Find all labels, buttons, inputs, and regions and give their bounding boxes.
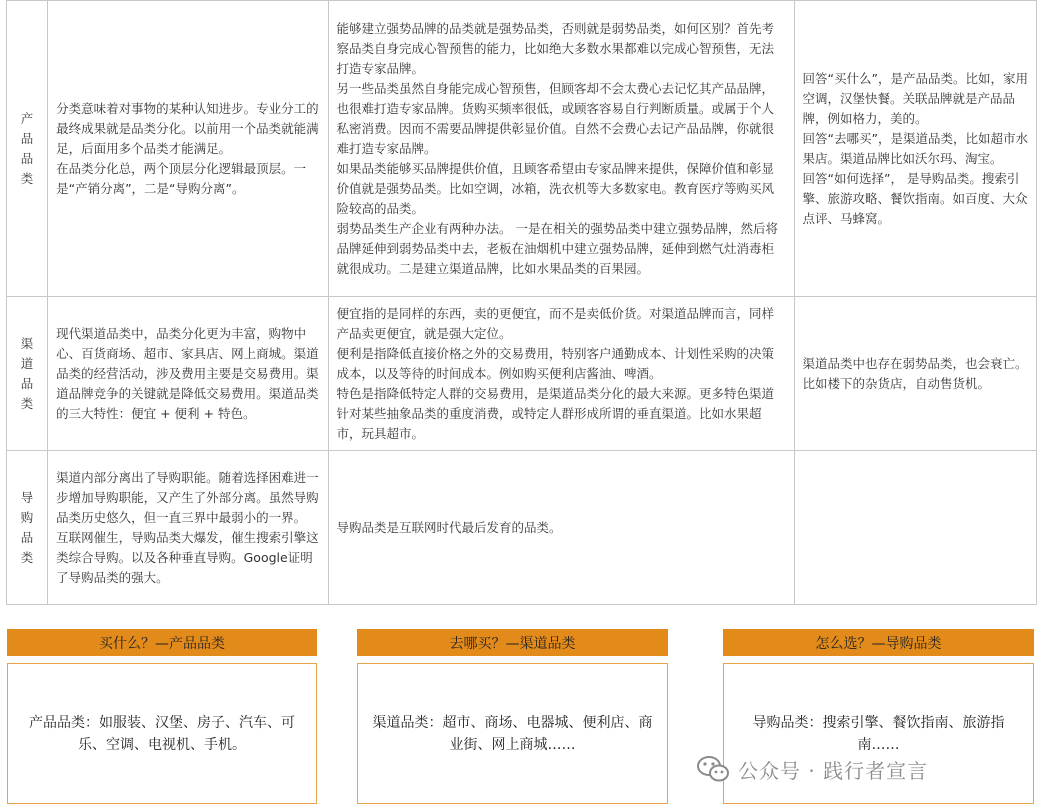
box-title: 怎么选？—导购品类 (723, 629, 1034, 656)
row-detail: 导购品类是互联网时代最后发育的品类。 (328, 451, 794, 605)
table-row (7, 297, 1037, 451)
row-note: 回答“买什么”，是产品品类。比如，家用空调，汉堡快餐。关联品牌就是产品品牌，例如格力，美的。 回答“去哪买”，是渠道品类，比如超市水果店。渠道品牌比如沃尔玛、淘宝。 回答“如何选择”， 是导购品类。搜索引擎、旅游攻略、餐饮指南。如百度、大众点评、马蜂窝。 (794, 1, 1037, 297)
row-description: 分类意味着对事物的某种认知进步。专业分工的最终成果就是品类分化。以前用一个品类就能满足，后面用多个品类才能满足。 在品类分化总，两个顶层分化逻辑最顶层。一是“产销分离”，二是“导购分离”。 (48, 1, 328, 297)
row-label: 产品 品类 (7, 1, 48, 297)
wechat-icon (696, 754, 730, 784)
row-description: 现代渠道品类中，品类分化更为丰富，购物中心、百货商场、超市、家具店、网上商城。渠道品类的经营活动，涉及费用主要是交易费用。渠道品牌竞争的关键就是降低交易费用。渠道品类的三大特性：便宜 + 便利 + 特色。 (48, 297, 328, 451)
table-row (7, 451, 1037, 605)
row-detail: 便宜指的是同样的东西，卖的更便宜，而不是卖低价货。对渠道品牌而言，同样产品卖更便宜，就是强大定位。 便利是指降低直接价格之外的交易费用，特别客户通勤成本、计划性采购的决策成本，以及等待的时间成本。例如购买便利店酱油、啤酒。 特色是指降低特定人群的交易费用，是渠道品类分化的最大来源。更多特色渠道针对某些抽象品类的重度消费，或特定人群形成所谓的垂直渠道。比如水果超市，玩具超市。 (328, 297, 794, 451)
category-table (6, 0, 1037, 605)
box-body: 产品品类：如服装、汉堡、房子、汽车、可乐、空调、电视机、手机。 (7, 663, 317, 804)
table-row (7, 1, 1037, 297)
box-body: 渠道品类：超市、商场、电器城、便利店、商业街、网上商城…… (357, 663, 668, 804)
row-label: 渠道 品类 (7, 297, 48, 451)
row-note (794, 451, 1037, 605)
row-detail: 能够建立强势品牌的品类就是强势品类，否则就是弱势品类，如何区别？首先考察品类自身完成心智预售的能力，比如绝大多数水果都难以完成心智预售，无法打造专家品牌。 另一些品类虽然自身能完成心智预售，但顾客却不会太费心去记忆其产品品牌，也很难打造专家品牌。货购买频率很低，或顾客容易自行判断质量。或属于个人私密消费。因而不需要品牌提供彰显价值。自然不会费心去记产品品牌，你就很难打造专家品牌。 如果品类能够买品牌提供价值，且顾客希望由专家品牌来提供，保障价值和彰显价值就是强势品类。比如空调，冰箱，洗衣机等大多数家电。教育医疗等购买风险较高的品类。 弱势品类生产企业有两种办法。 一是在相关的强势品类中建立强势品牌，然后将品牌延伸到弱势品类中去，老板在油烟机中建立强势品牌，延伸到燃气灶消毒柜就很成功。二是建立渠道品牌，比如水果品类的百果园。 (328, 1, 794, 297)
box-title: 买什么？—产品品类 (7, 629, 317, 656)
row-label: 导购 品类 (7, 451, 48, 605)
watermark (696, 752, 928, 786)
summary-box-product (7, 629, 317, 804)
box-body: 导购品类：搜索引擎、餐饮指南、旅游指南…… (723, 663, 1034, 804)
row-description: 渠道内部分离出了导购职能。随着选择困难进一步增加导购职能，又产生了外部分离。虽然导购品类历史悠久，但一直三界中最弱小的一界。 互联网催生，导购品类大爆发，催生搜索引擎这类综合导购。以及各种垂直导购。Google证明了导购品类的强大。 (48, 451, 328, 605)
watermark-text: 公众号 · 践行者宣言 (738, 758, 929, 783)
row-note: 渠道品类中也存在弱势品类，也会衰亡。比如楼下的杂货店，自动售货机。 (794, 297, 1037, 451)
box-title: 去哪买？—渠道品类 (357, 629, 668, 656)
summary-box-channel (357, 629, 668, 804)
